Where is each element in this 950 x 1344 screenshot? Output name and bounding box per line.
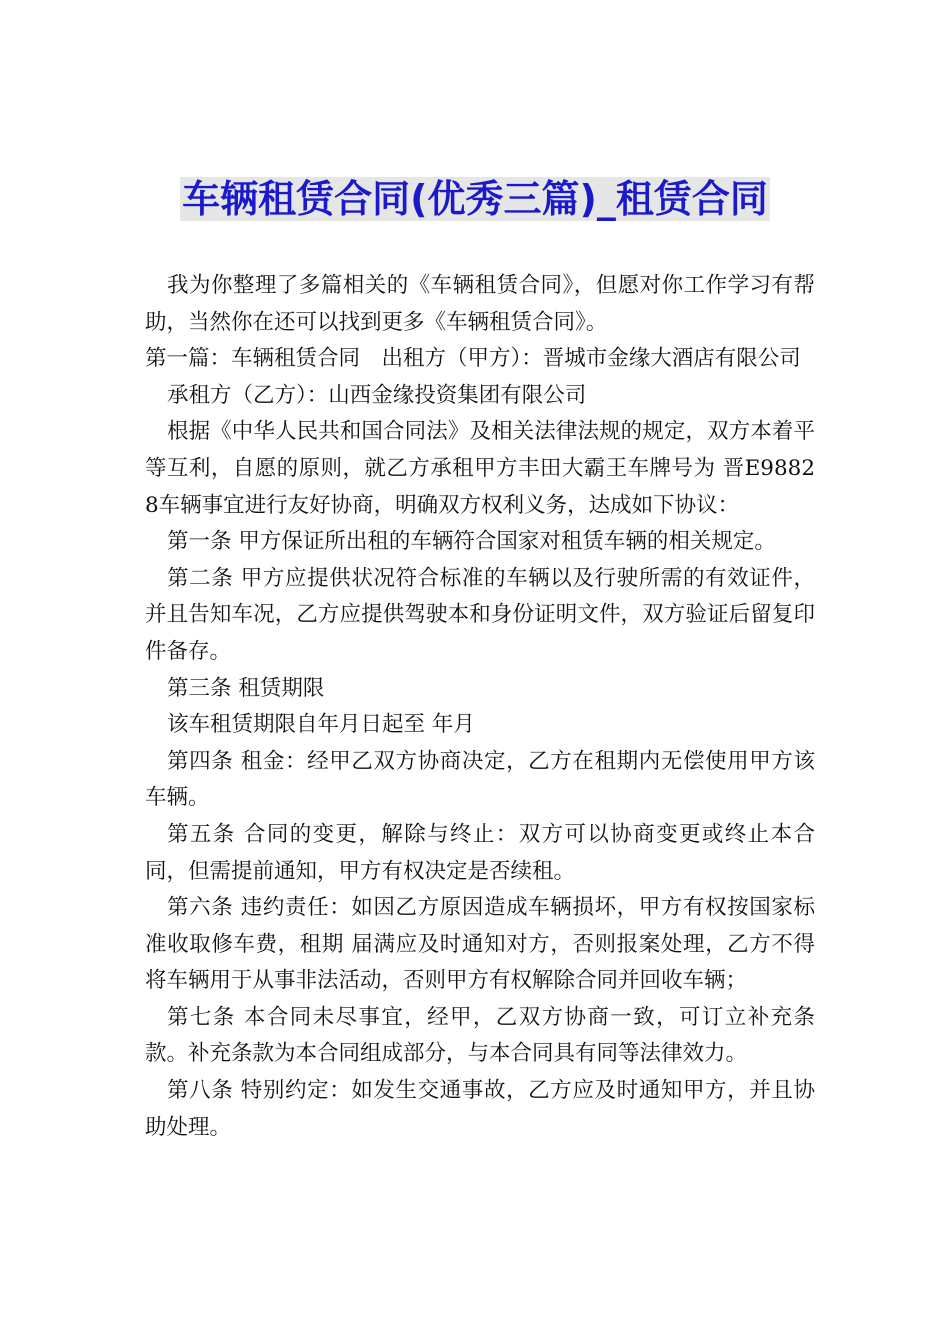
paragraph-lessee: 承租方（乙方）：山西金缘投资集团有限公司	[167, 382, 587, 408]
paragraph-clause-8: 第八条 特别约定：如发生交通事故，乙方应及时通知甲方，并且协助处理。	[145, 1078, 815, 1140]
paragraph-clause-2: 第二条 甲方应提供状况符合标准的车辆以及行驶所需的有效证件，并且告知车况，乙方应提供驾驶本和身份证明文件，双方验证后留复印件备存。	[145, 565, 815, 664]
paragraph-clause-1: 第一条 甲方保证所出租的车辆符合国家对租赁车辆的相关规定。	[167, 529, 776, 555]
title-text: 车辆租赁合同(优秀三篇)_租赁合同	[182, 177, 768, 221]
paragraph-preamble: 根据《中华人民共和国合同法》及相关法律法规的规定，双方本着平等互利，自愿的原则，就乙方承租甲方丰田大霸王车牌号为 晋E98828车辆事宜进行友好协商，明确双方权利义务，达成如下协议：	[145, 419, 815, 518]
paragraph-first-article: 第一篇：车辆租赁合同 出租方（甲方）：晋城市金缘大酒店有限公司	[145, 346, 801, 372]
paragraph-clause-7: 第七条 本合同未尽事宜，经甲，乙双方协商一致，可订立补充条款。补充条款为本合同组成部分，与本合同具有同等法律效力。	[145, 1004, 815, 1067]
paragraph-intro: 我为你整理了多篇相关的《车辆租赁合同》，但愿对你工作学习有帮助，当然你在还可以找到更多《车辆租赁合同》。	[145, 273, 815, 335]
document-body	[145, 268, 815, 1146]
paragraph-clause-4: 第四条 租金：经甲乙双方协商决定，乙方在租期内无偿使用甲方该车辆。	[145, 748, 815, 811]
paragraph-clause-5: 第五条 合同的变更，解除与终止：双方可以协商变更或终止本合同，但需提前通知，甲方有权决定是否续租。	[145, 821, 815, 884]
paragraph-clause-3: 第三条 租赁期限	[167, 675, 325, 701]
paragraph-lease-term: 该车租赁期限自年月日起至 年月	[167, 712, 475, 738]
paragraph-clause-6: 第六条 违约责任：如因乙方原因造成车辆损坏，甲方有权按国家标准收取修车费，租期 届满应及时通知对方，否则报案处理，乙方不得将车辆用于从事非法活动，否则甲方有权解除合同并回收车辆；	[145, 895, 815, 994]
document-title	[0, 172, 950, 226]
